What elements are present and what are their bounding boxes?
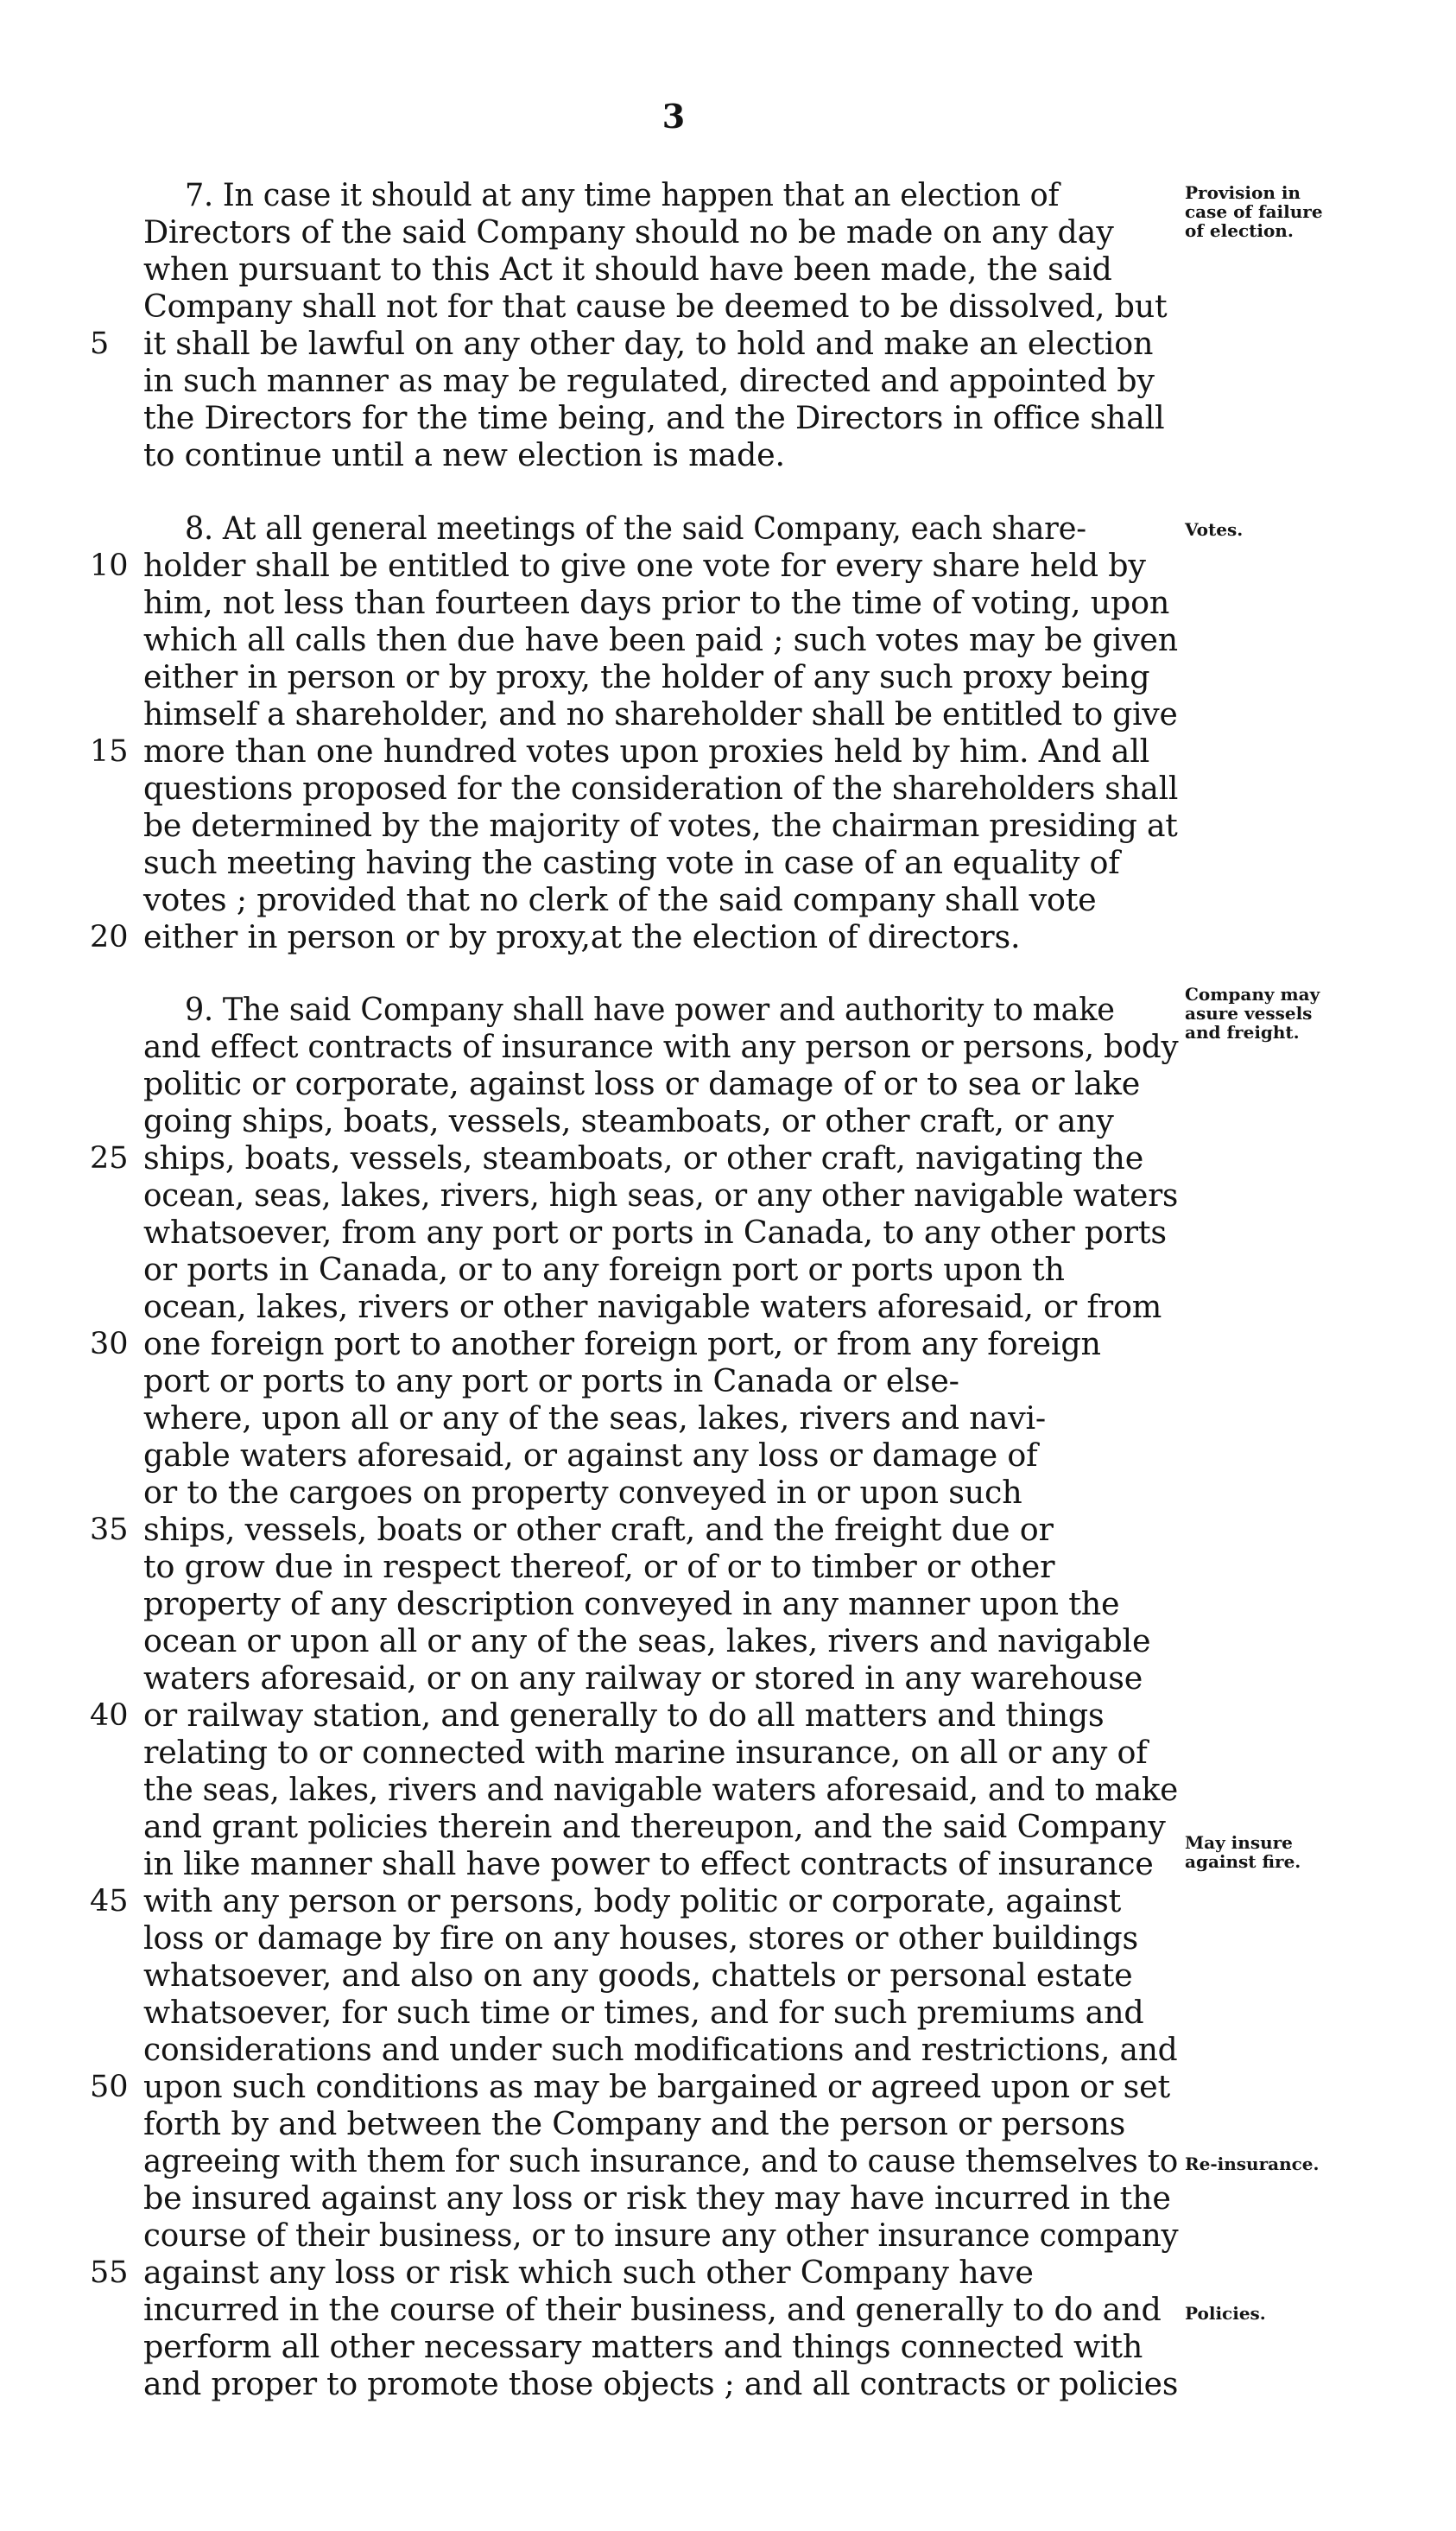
text-line: whatsoever, from any port or ports in Canada, to any other ports [143,1214,1167,1251]
text-line: to grow due in respect thereof, or of or to timber or other [143,1548,1055,1585]
line-number: 10 [90,549,129,583]
text-line: whatsoever, for such time or times, and for such premiums and [143,1994,1144,2031]
text-line: course of their business, or to insure any other insurance company [143,2217,1179,2254]
text-line: ocean or upon all or any of the seas, lakes, rivers and navigable [143,1622,1151,1659]
margin-note-line: May insure [1185,1832,1293,1853]
margin-note-line: Provision in [1185,182,1301,203]
margin-note-reinsurance [1185,2154,1358,2173]
text-line: to continue until a new election is made. [143,436,785,473]
margin-note-line: against fire. [1185,1851,1301,1872]
text-line: upon such conditions as may be bargained or agreed upon or set [143,2068,1170,2105]
text-line: agreeing with them for such insurance, and to cause themselves to [143,2142,1179,2179]
text-line: relating to or connected with marine insurance, on all or any of [143,1734,1148,1771]
text-line: the Directors for the time being, and the Directors in office shall [143,399,1165,436]
text-line: property of any description conveyed in any manner upon the [143,1585,1120,1622]
text-line: one foreign port to another foreign port, or from any foreign [143,1325,1101,1362]
text-line: be determined by the majority of votes, the chairman presiding at [143,807,1178,844]
line-number: 20 [90,920,129,955]
text-line: ocean, lakes, rivers or other navigable waters aforesaid, or from [143,1288,1162,1325]
margin-note-policies [1185,2304,1358,2323]
line-number: 25 [90,1141,129,1176]
margin-note-line: Re-insurance. [1185,2154,1320,2174]
margin-note-fire [1185,1833,1358,1871]
text-line: such meeting having the casting vote in case of an equality of [143,844,1120,881]
text-line: the seas, lakes, rivers and navigable waters aforesaid, and to make [143,1771,1179,1808]
text-line: in such manner as may be regulated, directed and appointed by [143,362,1155,399]
margin-note-votes [1185,520,1358,539]
text-line: with any person or persons, body politic or corporate, against [143,1882,1122,1919]
line-number: 30 [90,1327,129,1361]
text-line: 7. In case it should at any time happen that an election of [185,176,1060,213]
margin-note-line: of election. [1185,220,1294,241]
page-number: 3 [662,97,686,136]
text-line: ships, boats, vessels, steamboats, or other craft, navigating the [143,1139,1144,1177]
line-number: 15 [90,734,129,769]
text-line: 8. At all general meetings of the said Company, each share- [185,510,1086,547]
text-line: and grant policies therein and thereupon, and the said Company [143,1808,1166,1845]
margin-note-marine [1185,985,1358,1042]
text-line: be insured against any loss or risk they may have incurred in the [143,2179,1171,2217]
text-line: ships, vessels, boats or other craft, and the freight due or [143,1511,1054,1548]
text-line: Directors of the said Company should no be made on any day [143,213,1114,251]
margin-note-line: case of failure [1185,201,1323,222]
line-number: 40 [90,1698,129,1733]
text-line: whatsoever, and also on any goods, chattels or personal estate [143,1957,1133,1994]
text-line: him, not less than fourteen days prior to the time of voting, upon [143,584,1170,621]
text-line: it shall be lawful on any other day, to hold and make an election [143,325,1154,362]
line-number: 50 [90,2070,129,2104]
text-line: either in person or by proxy, the holder of any such proxy being [143,658,1150,695]
text-line: questions proposed for the consideration of the shareholders shall [143,770,1179,807]
text-line: considerations and under such modifications and restrictions, and [143,2031,1178,2068]
text-line: perform all other necessary matters and things connected with [143,2328,1143,2365]
text-line: more than one hundred votes upon proxies held by him. And all [143,733,1150,770]
text-line: or railway station, and generally to do all matters and things [143,1697,1105,1734]
text-line: against any loss or risk which such other Company have [143,2254,1034,2291]
line-number: 55 [90,2255,129,2290]
margin-note-line: Votes. [1185,519,1244,540]
text-line: gable waters aforesaid, or against any loss or damage of [143,1437,1038,1474]
text-line: and effect contracts of insurance with any person or persons, body [143,1028,1179,1065]
text-line: either in person or by proxy,at the election of directors. [143,918,1021,955]
text-line: ocean, seas, lakes, rivers, high seas, or any other navigable waters [143,1177,1179,1214]
text-line: going ships, boats, vessels, steamboats, or other craft, or any [143,1102,1114,1139]
margin-note-election [1185,183,1358,240]
text-line: Company shall not for that cause be deemed to be dissolved, but [143,288,1168,325]
margin-note-line: Policies. [1185,2303,1266,2324]
text-line: or ports in Canada, or to any foreign port or ports upon th [143,1251,1065,1288]
text-line: forth by and between the Company and the person or persons [143,2105,1126,2142]
text-line: 9. The said Company shall have power and authority to make [185,991,1115,1028]
line-number: 35 [90,1513,129,1547]
text-line: and proper to promote those objects ; and all contracts or policies [143,2365,1179,2402]
text-line: in like manner shall have power to effect contracts of insurance [143,1845,1154,1882]
line-number: 5 [90,327,110,361]
text-line: when pursuant to this Act it should have been made, the said [143,251,1112,288]
text-line: port or ports to any port or ports in Canada or else- [143,1362,959,1399]
margin-note-line: Company may [1185,984,1320,1005]
line-number: 45 [90,1884,129,1919]
text-line: which all calls then due have been paid ; such votes may be given [143,621,1178,658]
margin-note-line: asure vessels [1185,1003,1313,1024]
margin-note-line: and freight. [1185,1022,1300,1043]
text-line: holder shall be entitled to give one vote for every share held by [143,547,1146,584]
text-line: politic or corporate, against loss or damage of or to sea or lake [143,1065,1141,1102]
text-line: votes ; provided that no clerk of the said company shall vote [143,881,1097,918]
text-line: incurred in the course of their business, and generally to do and [143,2291,1162,2328]
text-line: waters aforesaid, or on any railway or stored in any warehouse [143,1659,1143,1697]
text-line: himself a shareholder, and no shareholder shall be entitled to give [143,695,1178,733]
text-line: or to the cargoes on property conveyed in or upon such [143,1474,1022,1511]
text-line: where, upon all or any of the seas, lakes, rivers and navi- [143,1399,1047,1437]
text-line: loss or damage by fire on any houses, stores or other buildings [143,1919,1138,1957]
